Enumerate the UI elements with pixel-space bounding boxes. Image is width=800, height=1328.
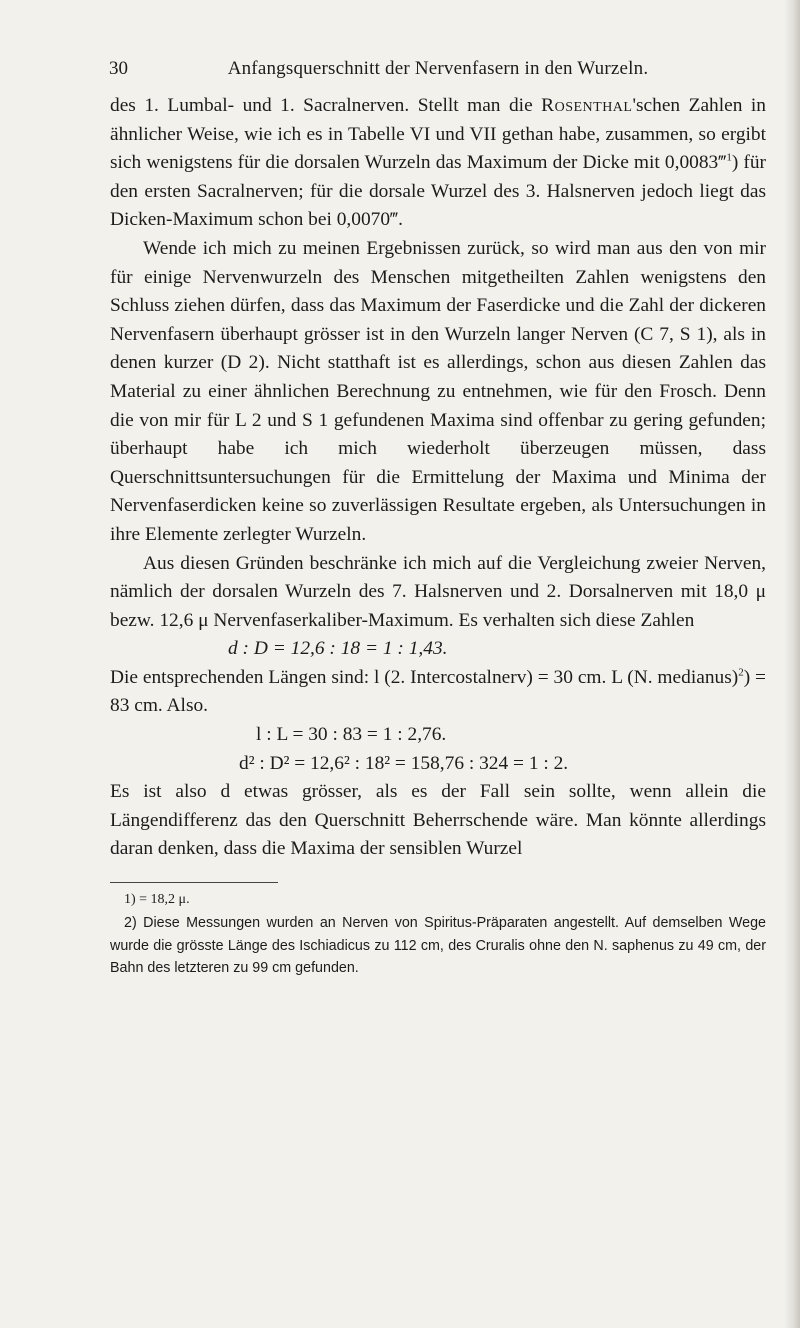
- author-name: Rosenthal: [541, 95, 633, 116]
- paragraph-3: Aus diesen Gründen beschränke ich mich auf die Vergleichung zweier Nerven, nämlich der dorsalen Wurzeln des 7. Halsnerven und 2. Dorsalnerven mit 18,0 μ bezw. 12,6 μ Nervenfaserkaliber-Maximum. Es verhalten sich diese Zahlen: [110, 552, 766, 631]
- formula-ratio-square: d² : D² = 12,6² : 18² = 158,76 : 324 = 1 : 2.: [239, 752, 569, 774]
- paragraph-2: Wende ich mich zu meinen Ergebnissen zurück, so wird man aus den von mir für einige Nervenwurzeln des Menschen mitgetheilten Zahlen wenigstens den Schluss ziehen dürfen, dass das Maximum der Faserdicke und die Zahl der dickeren Nervenfasern überhaupt grösser ist in den Wurzeln langer Nerven (C 7, S 1), als in denen kurzer (D 2). Nicht statthaft ist es allerdings, schon aus diesen Zahlen das Material zu einer ähnlichen Berechnung zu entnehmen, wie für den Frosch. Denn die von mir für L 2 und S 1 gefundenen Maxima sind offenbar zu gering gefunden; überhaupt habe ich mich wiederholt überzeugen müssen, dass Querschnittsuntersuchungen für die Ermittelung der Maxima und Minima der Nervenfaserdicken keine so zuverlässigen Resultate ergeben, als Untersuchungen in ihre Elemente zerlegter Wurzeln.: [110, 237, 766, 545]
- formula-ratio-diameter: d : D = 12,6 : 18 = 1 : 1,43.: [228, 638, 448, 660]
- footnote-1: 1) = 18,2 μ.: [124, 892, 190, 908]
- footnote-ref-1: 1: [726, 151, 732, 164]
- footnote-ref-2: 2: [738, 666, 744, 679]
- footnote-2: 2) Diese Messungen wurden an Nerven von Spiritus-Präparaten angestellt. Auf demselben Wege wurde die grösste Länge des Ischiadicus zu 112 cm, des Cruralis ohne den N. saphenus zu 49 cm, der Bahn des letzteren zu 99 cm gefunden.: [110, 914, 766, 977]
- footnotes: [110, 889, 766, 980]
- running-title: Anfangsquerschnitt der Nervenfasern in den Wurzeln.: [227, 58, 649, 79]
- paragraph-1: des 1. Lumbal- und 1. Sacralnerven. Stellt man die Rosenthal'schen Zahlen in ähnlicher Weise, wie ich es in Tabelle VI und VII gethan habe, zusammen, so ergibt sich wenigstens für die dorsalen Wurzeln das Maximum der Dicke mit 0,0083‴$^1$) für den ersten Sacralnerven; für die dorsale Wurzel des 3. Halsnerven jedoch liegt das Dicken-Maximum schon bei 0,0070‴.: [110, 95, 767, 231]
- page-number: 30: [109, 58, 128, 79]
- page-header: [110, 58, 766, 92]
- book-page: [110, 58, 766, 980]
- formula-ratio-length: l : L = 30 : 83 = 1 : 2,76.: [256, 724, 447, 746]
- page-edge-shadow: [784, 0, 800, 1328]
- paragraph-5: Es ist also d etwas grösser, als es der Fall sein sollte, wenn allein die Längendifferenz das den Querschnitt Beherrschende wäre. Man könnte allerdings daran denken, dass die Maxima der sensiblen Wurzel: [110, 781, 766, 860]
- footnote-separator: [110, 882, 278, 883]
- body-text: [110, 92, 766, 864]
- paragraph-4: Die entsprechenden Längen sind: l (2. Intercostalnerv) = 30 cm. L (N. medianus)$^2$) = 83 cm. Also.: [110, 666, 766, 717]
